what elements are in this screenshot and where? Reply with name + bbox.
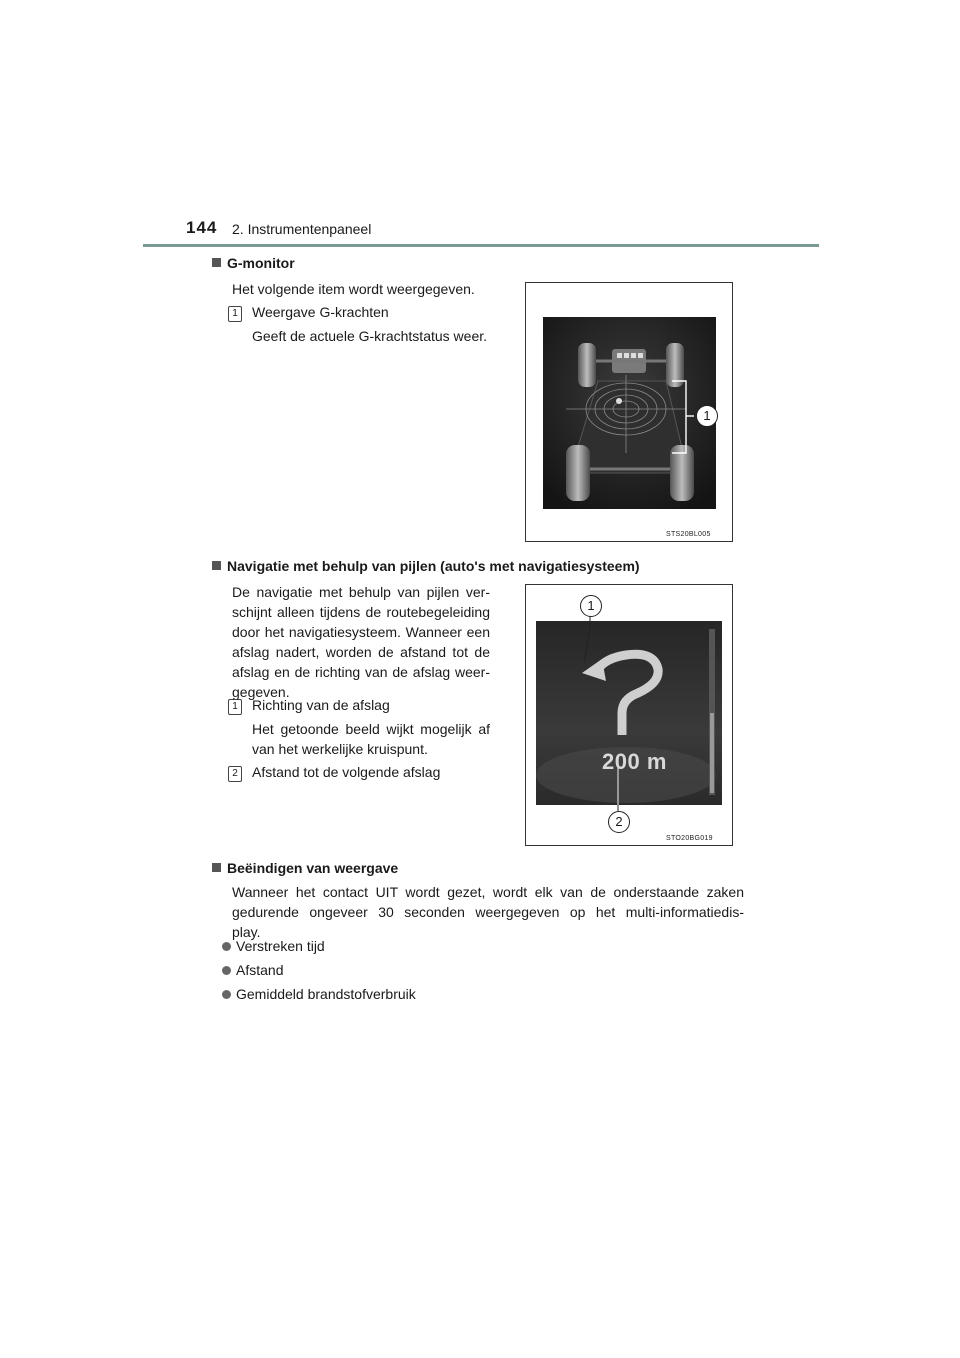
navigation-figure: [525, 584, 733, 846]
item-number-badge: 1: [228, 699, 242, 715]
item-label: Weergave G-krachten: [252, 304, 389, 320]
item-label: Afstand tot de volgende afslag: [252, 764, 441, 780]
section-square-icon: [212, 561, 221, 570]
section-square-icon: [212, 258, 221, 267]
section-heading-end-display: Beëindigen van weergave: [212, 860, 398, 876]
end-display-paragraph: Wanneer het contact UIT wordt gezet, wordt elk van de onderstaande zaken gedurende ongeveer 30 seconden weergegeven op het multi-informatiedis- play.: [232, 884, 744, 940]
section-square-icon: [212, 863, 221, 872]
g-monitor-figure: [525, 282, 733, 542]
g-monitor-item-desc: Geeft de actuele G-krachtstatus weer.: [252, 328, 488, 344]
bullet-item: Gemiddeld brandstofverbruik: [222, 986, 416, 1002]
figure-callout-1: 1: [580, 595, 602, 617]
navigation-item-1: [228, 695, 390, 715]
g-monitor-intro: Het volgende item wordt weergegeven.: [232, 281, 475, 297]
item-number-badge: 2: [228, 766, 242, 782]
bullet-icon: [222, 990, 231, 999]
turn-arrow-illustration: [526, 585, 732, 845]
bullet-icon: [222, 966, 231, 975]
bullet-item: Verstreken tijd: [222, 938, 325, 954]
page-number: 144: [186, 218, 218, 237]
section-heading-navigation: Navigatie met behulp van pijlen (auto's met navigatiesysteem): [212, 558, 640, 574]
item-number-badge: 1: [228, 306, 242, 322]
figure-code: STO20BG019: [666, 835, 713, 842]
item-label: Richting van de afslag: [252, 697, 390, 713]
distance-readout: 200 m: [602, 749, 667, 774]
chapter-title: 2. Instrumentenpaneel: [232, 221, 372, 237]
navigation-item-1-desc: Het getoonde beeld wijkt mogelijk af van het werkelijke kruispunt.: [252, 721, 490, 757]
figure-callout-1: 1: [696, 405, 718, 427]
figure-callout-2: 2: [608, 811, 630, 833]
navigation-paragraph: De navigatie met behulp van pijlen ver- schijnt alleen tijdens de routebegeleiding door het navigatiesysteem. Wanneer een afslag nadert, worden de afstand tot de afslag en de richting van de afslag weer- gegeven.: [232, 584, 490, 700]
g-monitor-item-1: [228, 302, 389, 322]
header-rule: [143, 244, 819, 247]
section-heading-g-monitor: G-monitor: [212, 255, 295, 271]
bullet-icon: [222, 942, 231, 951]
navigation-item-2: [228, 762, 440, 782]
figure-code: STS20BL005: [666, 531, 711, 538]
bullet-item: Afstand: [222, 962, 283, 978]
